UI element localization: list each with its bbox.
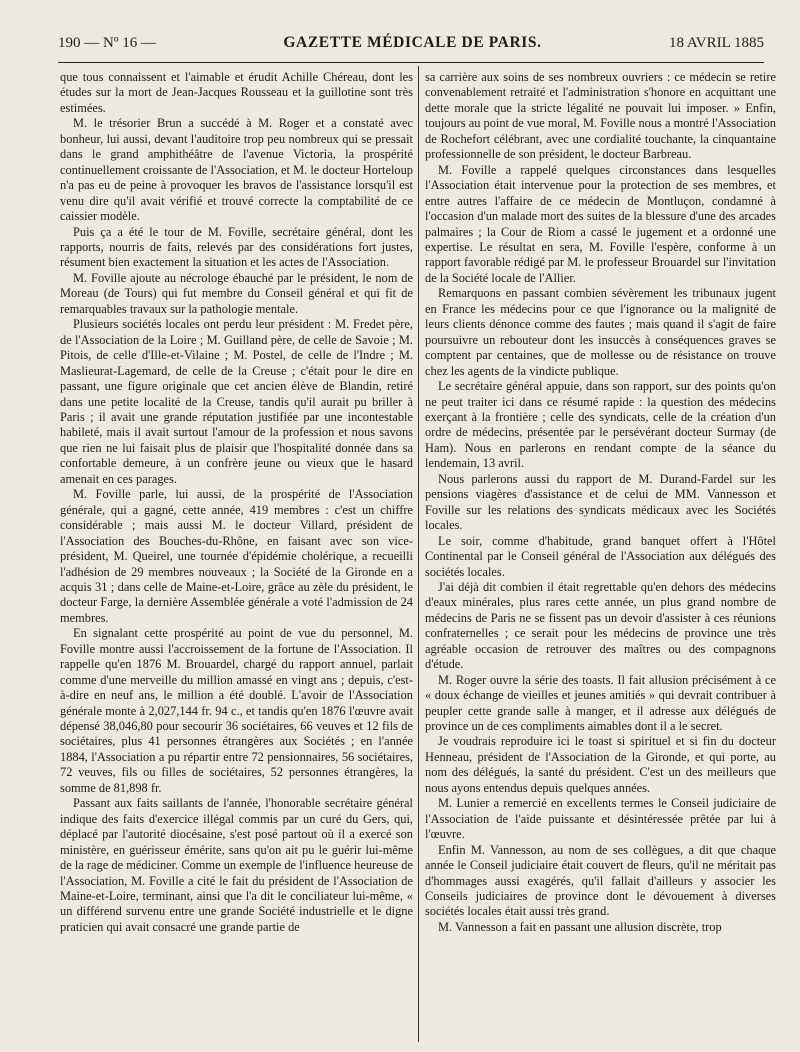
- page-number: 190 — Nº 16 —: [58, 35, 156, 51]
- paragraph: Enfin M. Vannesson, au nom de ses collègues, a dit que chaque année le Conseil judiciaire était couvert de fleurs, qu'il ne méritait pas d'hommages aussi exagérés, qu'il fallait d'ailleurs y associer les Conseils judiciaires de province dont le dévouement à diverses sociétés locales était aussi très grand.: [425, 842, 776, 919]
- journal-title: GAZETTE MÉDICALE DE PARIS.: [283, 34, 542, 51]
- paragraph: sa carrière aux soins de ses nombreux ouvriers : ce médecin se retire convenablement retraité et l'administration s'honore en acquittant une dette morale que la stricte légalité ne pouvait lui imposer. » Enfin, toujours au point de vue moral, M. Foville nous a montré l'Association de Rochefort célébrant, avec une cordialité touchante, la cinquantaine professionnelle de son président, le docteur Barbreau.: [425, 70, 776, 162]
- header-rule: [58, 62, 764, 63]
- paragraph: Puis ça a été le tour de M. Foville, secrétaire général, dont les rapports, nourris de faits, relevés par des considérations fort justes, résument bien exactement la situation et les actes de l'Association.: [60, 224, 413, 270]
- paragraph: que tous connaissent et l'aimable et érudit Achille Chéreau, dont les études sur la mort de Jean-Jacques Rousseau et la guillotine sont très estimées.: [60, 70, 413, 115]
- paragraph: Plusieurs sociétés locales ont perdu leur président : M. Fredet père, de l'Association de la Loire ; M. Guilland père, de celle de Savoie ; M. Pitois, de celle d'Ille-et-Vilaine ; M. Postel, de celle de l'Indre ; M. Maslieurat-Lagemard, de celle de la Creuse ; c'était pour le dire en passant, une figure originale que cet ancien élève de Blandin, retiré dans une petite localité de la Creuse, tandis qu'il aurait pu briller à Paris ; il avait une grande réputation justifiée par une incontestable habileté, mais il avait surtout l'amour de la profession et nous savons que rien ne lui faisait plus de plaisir que l'hospitalité donnée dans sa confortable demeure, à un confrère jeune ou vieux que le hasard amenait en ces parages.: [60, 317, 413, 486]
- paragraph: En signalant cette prospérité au point de vue du personnel, M. Foville montre aussi l'accroissement de la fortune de l'Association. Il rappelle qu'en 1876 M. Brouardel, chargé du rapport annuel, parlait comme d'une merveille du million amassé en vingt ans ; depuis, c'est-à-dire en neuf ans, le million a été doublé. L'avoir de l'Association générale monte à 2,027,144 fr. 94 c., et tandis qu'en 1876 l'œuvre avait dépensé 38,046,80 pour secourir 36 sociétaires, 66 veuves et 12 fils de sociétaires, plus 41 personnes étrangères aux Sociétés ; en l'année 1884, l'Association a pu répartir entre 72 pensionnaires, 56 sociétaires, 72 veuves, fils ou filles de sociétaires, 52 personnes étrangères, la somme de 81,898 fr.: [60, 626, 413, 795]
- paragraph: Passant aux faits saillants de l'année, l'honorable secrétaire général indique des faits d'exercice illégal commis par un curé du Gers, qui, déplacé par l'autorité diocésaine, s'est posé partout où il a exercé son ministère, en guérisseur émérite, sans qu'on ait pu le guérir lui-même de la rage de médiciner. Comme un exemple de l'influence heureuse de l'Association, M. Foville a cité le fait du président de l'Association de Maine-et-Loire, terminant, ainsi que l'a dit le conciliateur lui-même, « un différend survenu entre une grande Société industrielle et le digne praticien qui avait consacré une grande partie de: [60, 796, 413, 934]
- paragraph: M. Foville parle, lui aussi, de la prospérité de l'Association générale, qui a gagné, cette année, 419 membres : c'est un chiffre considérable ; mais aussi M. le docteur Villard, président de l'Association des Bouches-du-Rhône, en faisant avec son vice-président, M. Queirel, une tournée d'épidémie cholérique, a recueilli l'adhésion de 29 membres nouveaux ; la Société de la Gironde en a acquis 31 ; dans celle de Maine-et-Loire, grâce au zèle du président, le docteur Farge, la dernière Assemblée générale a voté l'admission de 24 membres.: [60, 487, 413, 625]
- right-column: [425, 70, 776, 1042]
- paragraph: M. le trésorier Brun a succédé à M. Roger et a constaté avec bonheur, lui aussi, devant l'auditoire trop peu nombreux qui se pressait dans le grand amphithéâtre de l'avenue Victoria, la prospérité continuellement croissante de l'Association, et M. le docteur Horteloup n'a pas eu de peine à provoquer les bravos de l'assistance lorsqu'il est venu dire qu'il avait vérifié et trouvé correcte la comptabilité de ce caissier modèle.: [60, 116, 413, 224]
- column-divider: [418, 66, 419, 1042]
- paragraph: Remarquons en passant combien sévèrement les tribunaux jugent en France les médecins pour ce que l'ignorance ou la malignité de leurs clients dénonce comme des fautes ; mais quand il s'agit de faire poursuivre un rebouteur dont les insuccès à conséquences graves se comptent par centaines, que de mollesse ou de résistance on trouve chez les agents de la vindicte publique.: [425, 286, 776, 378]
- paragraph: M. Roger ouvre la série des toasts. Il fait allusion précisément à ce « doux échange de vieilles et jeunes amitiés » qui devrait contribuer à peupler cette grande salle à manger, et il adresse aux délégués de province un de ces compliments aimables dont il a le secret.: [425, 672, 776, 734]
- issue-date: 18 AVRIL 1885: [668, 35, 764, 51]
- page-header: [58, 34, 764, 58]
- paragraph: M. Vannesson a fait en passant une allusion discrète, trop: [438, 919, 722, 934]
- paragraph: M. Foville ajoute au nécrologe ébauché par le président, le nom de Moreau (de Tours) qui fut membre du Conseil général et qui fit de remarquables travaux sur la pathologie mentale.: [60, 270, 413, 316]
- paragraph: Nous parlerons aussi du rapport de M. Durand-Fardel sur les pensions viagères d'assistance et de celui de MM. Vannesson et Foville sur les relations des syndicats médicaux avec les Sociétés locales.: [425, 471, 776, 533]
- paragraph: J'ai déjà dit combien il était regrettable qu'en dehors des médecins d'eaux minérales, plus rares cette année, un plus grand nombre de médecins de Paris ne se fissent pas un devoir d'assister à ces réunions confraternelles ; ce serait pour les médecins de province une très agréable occasion de retrouver des maîtres ou des compagnons d'étude.: [425, 579, 776, 672]
- paragraph: Le soir, comme d'habitude, grand banquet offert à l'Hôtel Continental par le Conseil général de l'Association aux délégués des sociétés locales.: [425, 533, 776, 579]
- paragraph: Le secrétaire général appuie, dans son rapport, sur des points qu'on ne peut traiter ici dans ce résumé rapide : la question des médecins exerçant à la frontière ; celle des syndicats, celle de la création d'un ordre de médecins, présentée par le persévérant docteur Surmay (de Ham). Nous en parlerons en rendant compte de la séance du lendemain, 13 avril.: [425, 379, 776, 471]
- paragraph: Je voudrais reproduire ici le toast si spirituel et si fin du docteur Henneau, président de l'Association de la Gironde, et qui porte, au nom des délégués, la santé du président. C'est un des meilleurs que nous ayons entendus depuis quelques années.: [425, 734, 776, 795]
- paragraph: M. Lunier a remercié en excellents termes le Conseil judiciaire de l'Association de l'aide puissante et désintéressée prêtée par lui à l'œuvre.: [425, 796, 776, 842]
- left-column: [60, 70, 413, 1042]
- paragraph: M. Foville a rappelé quelques circonstances dans lesquelles l'Association était intervenue pour la protection de ses membres, et entre autres l'affaire de ce médecin de Montluçon, condamné à l'occasion d'un malade mort des suites de la blessure d'une des arcades palmaires ; la Cour de Riom a cassé le jugement et a ordonné une expertise. Le résultat en sera, M. Foville l'espère, conforme à un rapport favorable rédigé par M. le professeur Brouardel sur l'invitation de la Société locale de l'Allier.: [425, 162, 776, 285]
